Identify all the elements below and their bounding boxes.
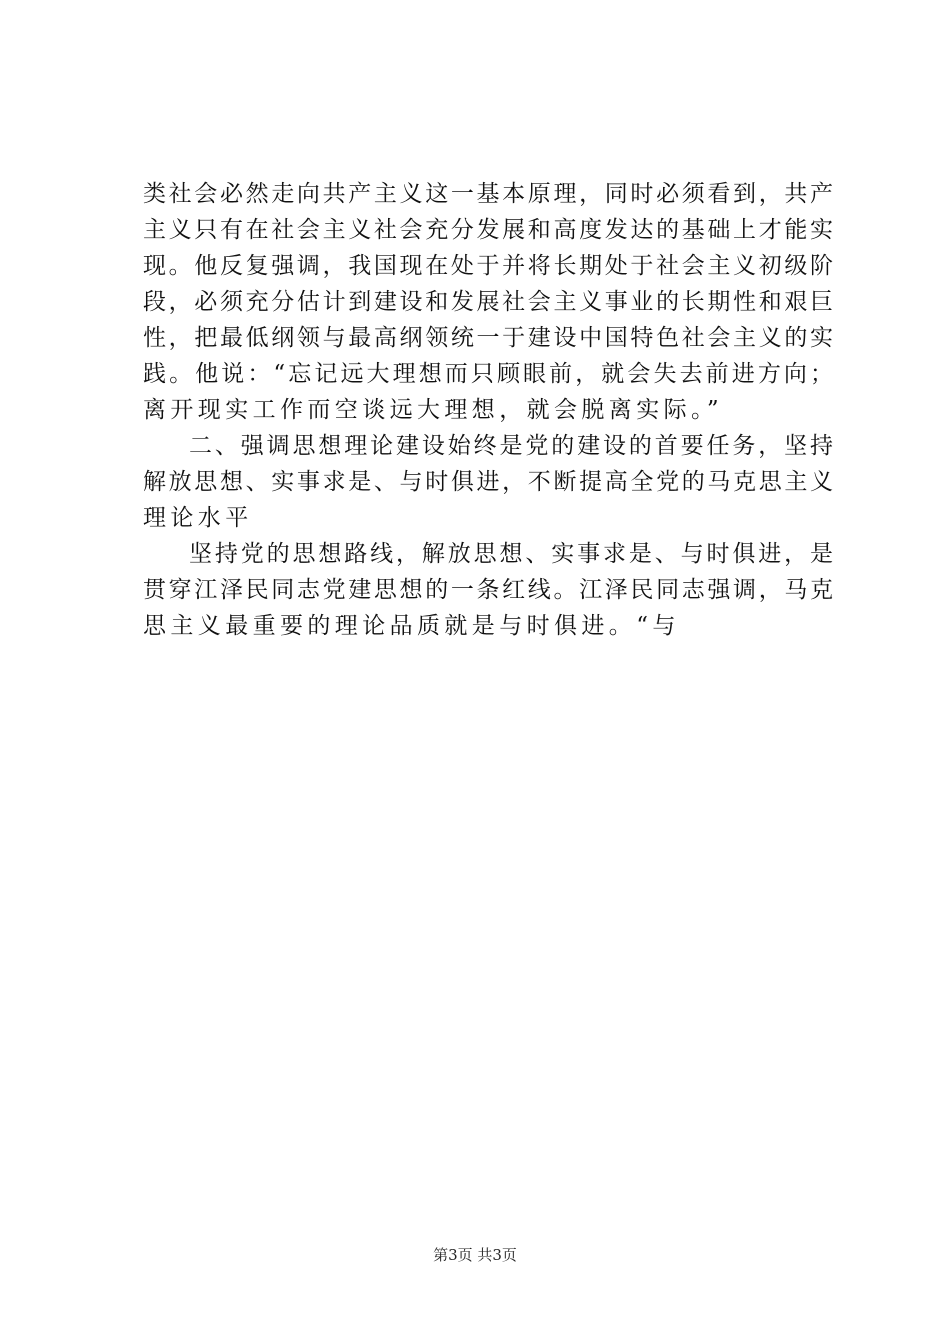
body-text bbox=[143, 176, 833, 644]
text-line: 性，把最低纲领与最高纲领统一于建设中国特色社会主义的实 bbox=[143, 325, 833, 351]
page-footer: 第3页 共3页 bbox=[433, 1246, 517, 1264]
section-heading-line: 解放思想、实事求是、与时俱进，不断提高全党的马克思主义 bbox=[143, 469, 833, 495]
text-line: 离开现实工作而空谈远大理想，就会脱离实际。” bbox=[143, 397, 724, 423]
text-line: 思主义最重要的理论品质就是与时俱进。“与 bbox=[143, 613, 680, 639]
section-heading-line: 理论水平 bbox=[143, 505, 253, 531]
text-line: 主义只有在社会主义社会充分发展和高度发达的基础上才能实 bbox=[143, 217, 833, 243]
text-line: 类社会必然走向共产主义这一基本原理，同时必须看到，共产 bbox=[143, 181, 833, 207]
text-line: 现。他反复强调，我国现在处于并将长期处于社会主义初级阶 bbox=[143, 253, 833, 279]
section-heading-line: 二、强调思想理论建设始终是党的建设的首要任务，坚持 bbox=[189, 433, 833, 459]
text-line: 践。他说：“忘记远大理想而只顾眼前，就会失去前进方向； bbox=[143, 361, 833, 387]
text-line: 贯穿江泽民同志党建思想的一条红线。江泽民同志强调，马克 bbox=[143, 577, 833, 603]
text-line: 段，必须充分估计到建设和发展社会主义事业的长期性和艰巨 bbox=[143, 289, 833, 315]
text-line: 坚持党的思想路线，解放思想、实事求是、与时俱进，是 bbox=[189, 541, 833, 567]
